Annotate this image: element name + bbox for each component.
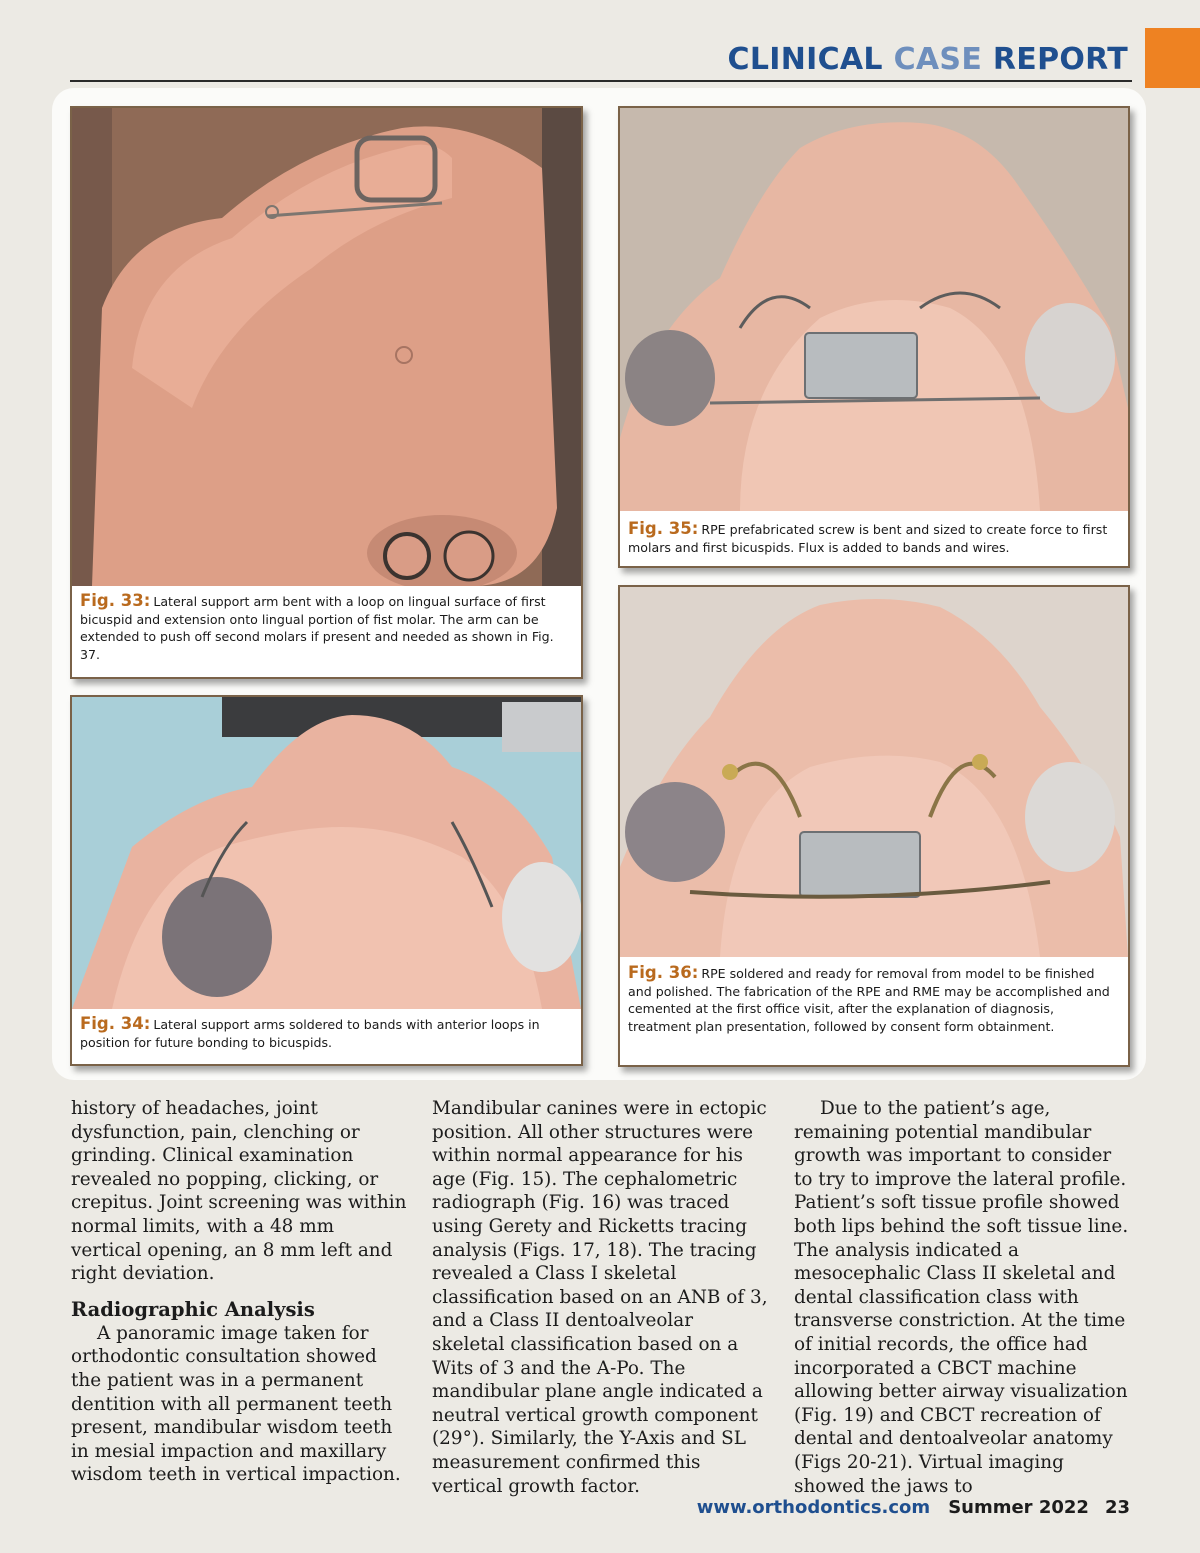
title-word-report: REPORT bbox=[992, 42, 1128, 77]
figure-35-text: RPE prefabricated screw is bent and sized to create force to first molars and first bicuspids. Flux is added to bands and wires. bbox=[628, 522, 1108, 555]
section-title bbox=[728, 42, 1128, 77]
figure-33-label: Fig. 33: bbox=[80, 591, 151, 610]
header-orange-tab bbox=[1145, 28, 1200, 88]
article-column-3 bbox=[794, 1097, 1132, 1498]
figure-36-caption bbox=[628, 964, 1120, 1035]
article-column-1 bbox=[71, 1097, 409, 1487]
figure-33-caption bbox=[80, 592, 573, 663]
article-column-2 bbox=[432, 1097, 770, 1498]
figure-34-text: Lateral support arms soldered to bands with anterior loops in position for future bonding to bicuspids. bbox=[80, 1017, 540, 1050]
figure-34-photo bbox=[72, 697, 581, 1009]
figure-33 bbox=[70, 106, 583, 679]
figure-34-caption bbox=[80, 1015, 573, 1051]
figure-36-photo bbox=[620, 587, 1128, 957]
section-heading-radiographic-analysis: Radiographic Analysis bbox=[71, 1297, 315, 1321]
header-rule bbox=[70, 80, 1132, 82]
figure-36 bbox=[618, 585, 1130, 1067]
figure-35 bbox=[618, 106, 1130, 568]
figure-36-label: Fig. 36: bbox=[628, 963, 699, 982]
figure-35-label: Fig. 35: bbox=[628, 519, 699, 538]
column-1-paragraph-1: history of headaches, joint dysfunction, pain, clenching or grinding. Clinical examination revealed no popping, clicking, or crepitus. Joint screening was within normal limits, with a 48 mm vertical opening, an 8 mm left and right deviation. bbox=[71, 1098, 407, 1285]
column-2-paragraph-1: Mandibular canines were in ectopic position. All other structures were within normal appearance for his age (Fig. 15). The cephalometric radiograph (Fig. 16) was traced using Gerety and Ricketts tracing analysis (Figs. 17, 18). The tracing revealed a Class I skeletal classification based on an ANB of 3, and a Class II dentoalveolar skeletal classification based on a Wits of 3 and the A-Po. The mandibular plane angle indicated a neutral vertical growth component (29°). Similarly, the Y-Axis and SL measurement confirmed this vertical growth factor. bbox=[432, 1098, 768, 1497]
figure-36-text: RPE soldered and ready for removal from model to be finished and polished. The fabrication of the RPE and RME may be accomplished and cemented at the first office visit, after the explanation of diagnosis, treatment plan presentation, followed by consent form obtainment. bbox=[628, 966, 1110, 1034]
figure-35-caption bbox=[628, 520, 1120, 556]
figure-33-text: Lateral support arm bent with a loop on lingual surface of first bicuspid and extension onto lingual portion of fist molar. The arm can be extended to push off second molars if present and needed as shown in Fig. 37. bbox=[80, 594, 554, 662]
figure-33-photo bbox=[72, 108, 581, 586]
footer-issue: Summer 2022 bbox=[948, 1497, 1089, 1518]
title-word-clinical: CLINICAL bbox=[727, 42, 883, 77]
footer-website-link[interactable]: www.orthodontics.com bbox=[696, 1497, 931, 1518]
figure-34-label: Fig. 34: bbox=[80, 1014, 151, 1033]
figure-35-photo bbox=[620, 108, 1128, 511]
footer-page-number: 23 bbox=[1104, 1497, 1130, 1518]
page-footer bbox=[697, 1497, 1130, 1518]
title-word-case: CASE bbox=[893, 42, 983, 77]
figure-34 bbox=[70, 695, 583, 1066]
column-1-paragraph-2: A panoramic image taken for orthodontic consultation showed the patient was in a permanent dentition with all permanent teeth present, mandibular wisdom teeth in mesial impaction and maxillary wisdom teeth in vertical impaction. bbox=[71, 1322, 401, 1486]
column-3-paragraph-1: Due to the patient’s age, remaining potential mandibular growth was important to consider to try to improve the lateral profile. Patient’s soft tissue profile showed both lips behind the soft tissue line. The analysis indicated a mesocephalic Class II skeletal and dental classification class with transverse constriction. At the time of initial records, the office had incorporated a CBCT machine allowing better airway visualization (Fig. 19) and CBCT recreation of dental and dentoalveolar anatomy (Figs 20-21). Virtual imaging showed the jaws to bbox=[794, 1098, 1129, 1497]
